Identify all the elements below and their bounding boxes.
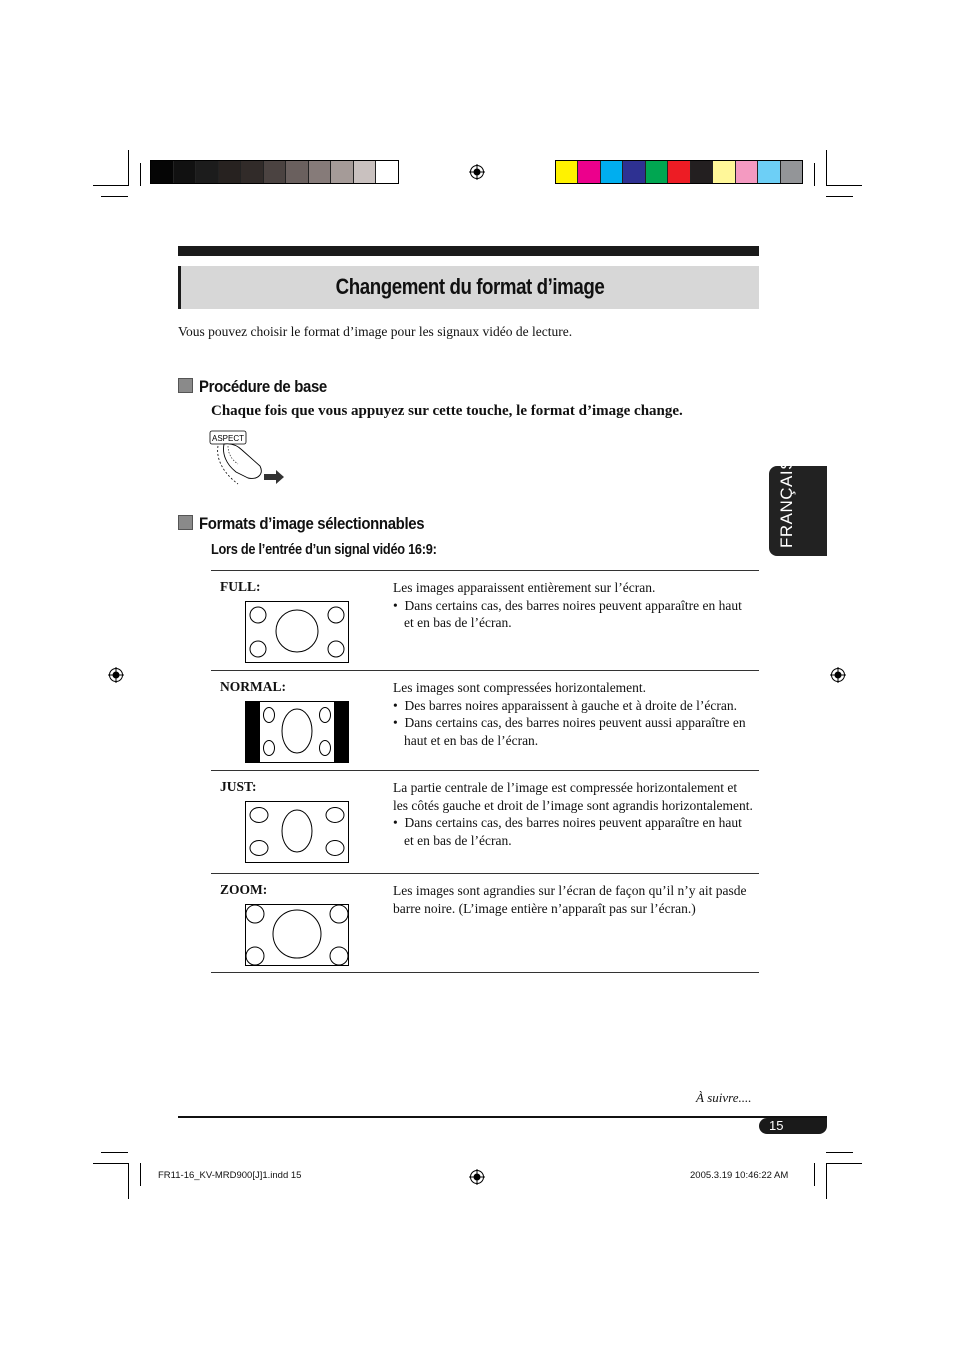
title-banner (178, 266, 759, 309)
color-calibration-bar (555, 160, 803, 184)
page-title: Changement du format d’image (335, 274, 605, 299)
normal-format-diagram (245, 701, 349, 763)
format-label: JUST: (220, 779, 257, 794)
format-row-just (211, 770, 759, 874)
registration-mark-icon (830, 667, 846, 683)
aspect-button-press-illustration (208, 428, 288, 486)
color-swatch (713, 161, 735, 183)
color-swatch (241, 161, 264, 183)
bottom-rule (178, 1116, 827, 1118)
grayscale-calibration-bar (150, 160, 399, 184)
color-swatch (646, 161, 668, 183)
title-top-rule (178, 246, 759, 256)
format-row-zoom (211, 873, 759, 973)
color-swatch (758, 161, 780, 183)
format-label: NORMAL: (220, 679, 286, 694)
procedure-instruction: Chaque fois que vous appuyez sur cette touche, le format d’image change. (211, 403, 683, 419)
color-swatch (376, 161, 398, 183)
section-square-icon (178, 378, 193, 393)
footer-timestamp: 2005.3.19 10:46:22 AM (690, 1170, 789, 1181)
color-swatch (196, 161, 219, 183)
formats-heading: Formats d’image sélectionnables (178, 514, 455, 534)
color-swatch (286, 161, 309, 183)
format-label: FULL: (220, 579, 261, 594)
color-swatch (151, 161, 174, 183)
color-swatch (668, 161, 690, 183)
just-format-diagram (245, 801, 349, 863)
color-swatch (264, 161, 287, 183)
section-square-icon (178, 515, 193, 530)
format-label: ZOOM: (220, 882, 268, 897)
page-number-badge (759, 1118, 827, 1134)
language-tab (769, 458, 827, 556)
registration-mark-icon (469, 1169, 485, 1185)
color-swatch (691, 161, 713, 183)
color-swatch (578, 161, 600, 183)
footer-filename: FR11-16_KV-MRD900[J]1.indd 15 (158, 1170, 302, 1181)
format-description: La partie centrale de l’image est compressée horizontalement et les côtés gauche et droit de l’image sont agrandis horizontalement. • Dans certains cas, des barres noires peuvent apparaître en haut et en bas de l’écran. (393, 780, 753, 848)
page-number: 15 (769, 1118, 784, 1133)
registration-mark-icon (108, 667, 124, 683)
format-row-full (211, 570, 759, 671)
zoom-format-diagram (245, 904, 349, 966)
format-description: Les images sont compressées horizontalement. • Des barres noires apparaissent à gauche et à droite de l’écran. • Dans certains cas, des barres noires peuvent aussi apparaître en haut et en bas de l’écran. (393, 680, 746, 748)
table-bottom-rule (211, 972, 759, 973)
color-swatch (736, 161, 758, 183)
language-tab-label: FRANÇAIS (777, 458, 796, 548)
formats-subheading: Lors de l’entrée d’un signal vidéo 16:9: (211, 542, 437, 558)
color-swatch (309, 161, 332, 183)
full-format-diagram (245, 601, 349, 663)
format-row-normal (211, 670, 759, 771)
color-swatch (331, 161, 354, 183)
intro-text: Vous pouvez choisir le format d’image pour les signaux vidéo de lecture. (178, 324, 573, 339)
color-swatch (219, 161, 242, 183)
color-swatch (556, 161, 578, 183)
color-swatch (601, 161, 623, 183)
color-swatch (781, 161, 802, 183)
color-swatch (174, 161, 197, 183)
aspect-button-label: ASPECT (211, 434, 245, 443)
procedure-heading: Procédure de base (178, 377, 344, 397)
format-description: Les images sont agrandies sur l’écran de façon qu’il n’y ait pasde barre noire. (L’image entière n’apparaît pas sur l’écran.) (393, 883, 747, 916)
registration-mark-icon (469, 164, 485, 180)
color-swatch (623, 161, 645, 183)
continue-note: À suivre.... (696, 1090, 752, 1105)
format-description: Les images apparaissent entièrement sur l’écran. • Dans certains cas, des barres noires peuvent apparaître en haut et en bas de l’écran. (393, 580, 742, 630)
color-swatch (354, 161, 377, 183)
